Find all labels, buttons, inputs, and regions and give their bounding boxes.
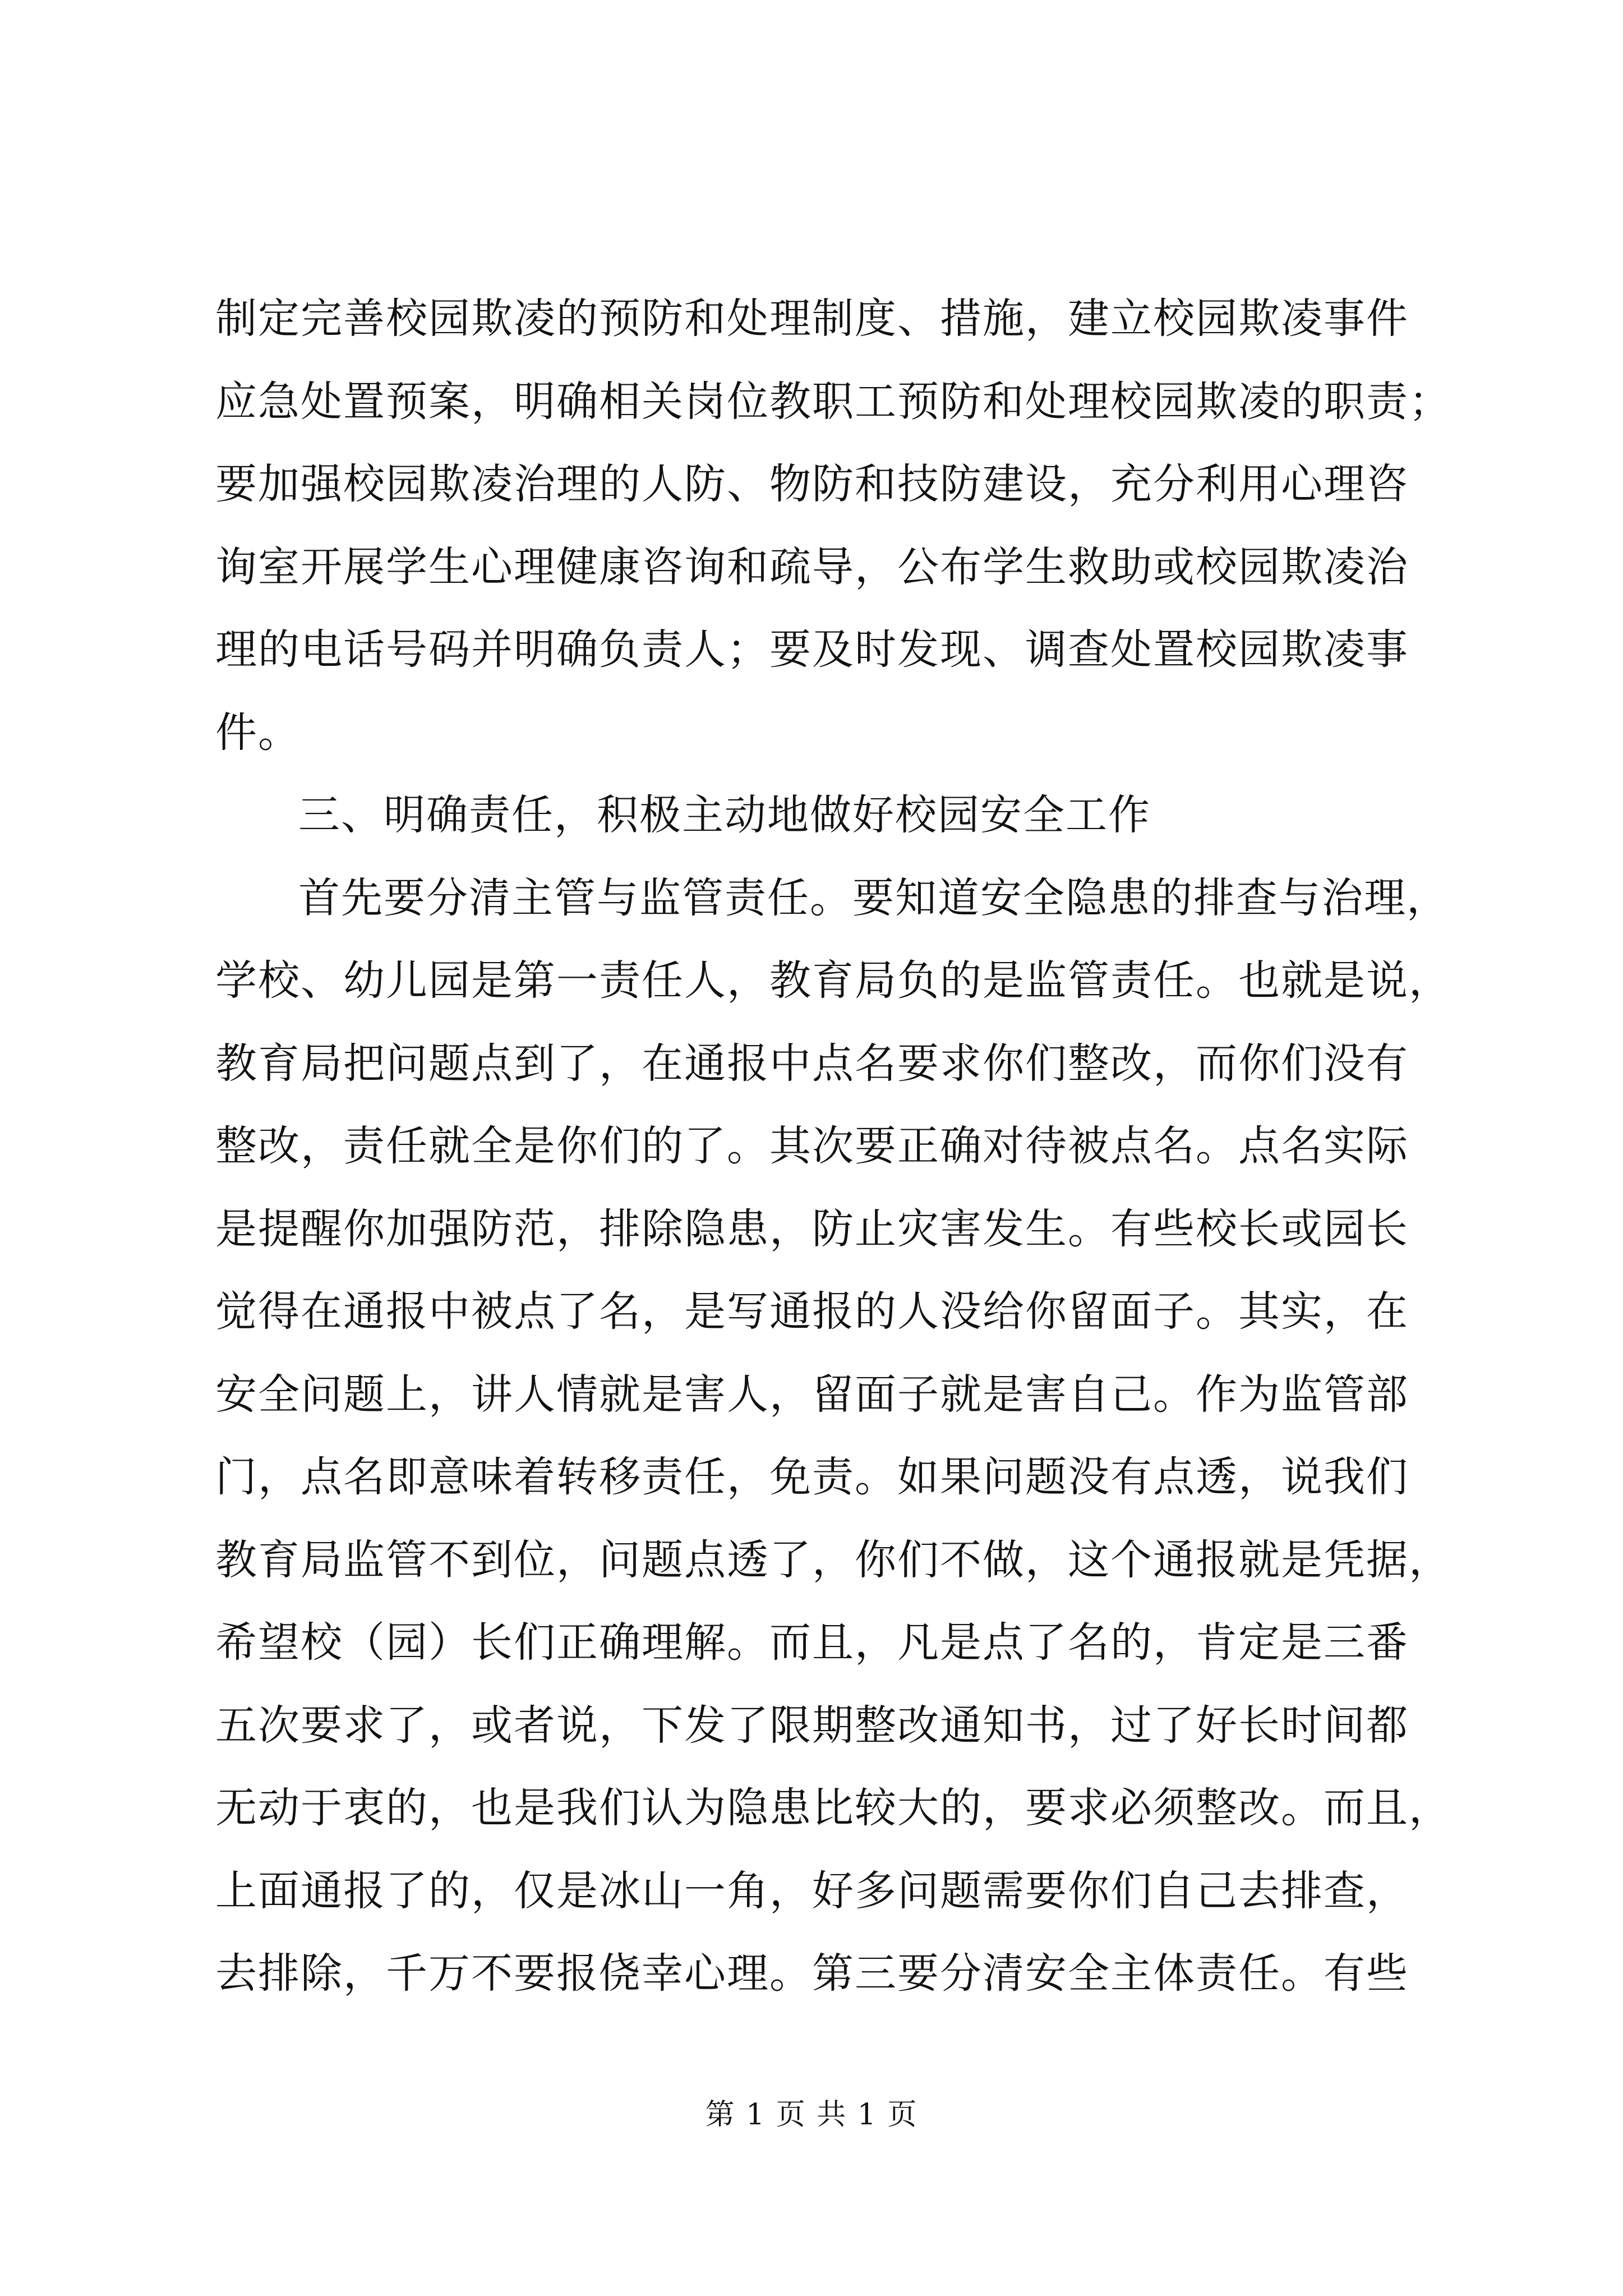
body-text-line: 应急处置预案，明确相关岗位教职工预防和处理校园欺凌的职责； bbox=[215, 378, 1451, 426]
body-text-line: 上面通报了的，仅是冰山一角，好多问题需要你们自己去排查， bbox=[215, 1867, 1409, 1915]
page-number-footer: 第 1 页 共 1 页 bbox=[705, 2098, 918, 2132]
body-text-line: 制定完善校园欺凌的预防和处理制度、措施，建立校园欺凌事件 bbox=[215, 295, 1409, 343]
body-text-line: 是提醒你加强防范，排除隐患，防止灾害发生。有些校长或园长 bbox=[215, 1205, 1409, 1253]
body-text-line: 整改，责任就全是你们的了。其次要正确对待被点名。点名实际 bbox=[215, 1122, 1409, 1170]
body-text-line: 去排除，千万不要报侥幸心理。第三要分清安全主体责任。有些 bbox=[215, 1949, 1409, 1998]
body-text-line: 门，点名即意味着转移责任，免责。如果问题没有点透，说我们 bbox=[215, 1453, 1409, 1501]
body-text-line: 件。 bbox=[215, 708, 301, 757]
body-text-line: 询室开展学生心理健康咨询和疏导，公布学生救助或校园欺凌治 bbox=[215, 543, 1409, 591]
body-text-line: 无动于衷的，也是我们认为隐患比较大的，要求必须整改。而且， bbox=[215, 1784, 1451, 1832]
section-heading: 三、明确责任，积极主动地做好校园安全工作 bbox=[298, 791, 1151, 839]
body-text-line: 五次要求了，或者说，下发了限期整改通知书，过了好长时间都 bbox=[215, 1701, 1409, 1750]
body-text-line: 学校、幼儿园是第一责任人，教育局负的是监管责任。也就是说， bbox=[215, 956, 1451, 1005]
body-text-line: 教育局监管不到位，问题点透了，你们不做，这个通报就是凭据， bbox=[215, 1536, 1451, 1584]
body-text-line: 安全问题上，讲人情就是害人，留面子就是害自己。作为监管部 bbox=[215, 1370, 1409, 1419]
body-text-line: 要加强校园欺凌治理的人防、物防和技防建设，充分利用心理咨 bbox=[215, 460, 1409, 508]
body-text-line: 首先要分清主管与监管责任。要知道安全隐患的排查与治理， bbox=[298, 874, 1449, 922]
body-text-line: 希望校（园）长们正确理解。而且，凡是点了名的，肯定是三番 bbox=[215, 1618, 1409, 1667]
body-text-line: 觉得在通报中被点了名，是写通报的人没给你留面子。其实，在 bbox=[215, 1287, 1409, 1336]
body-text-line: 教育局把问题点到了，在通报中点名要求你们整改，而你们没有 bbox=[215, 1039, 1409, 1088]
body-text-line: 理的电话号码并明确负责人；要及时发现、调查处置校园欺凌事 bbox=[215, 625, 1409, 674]
